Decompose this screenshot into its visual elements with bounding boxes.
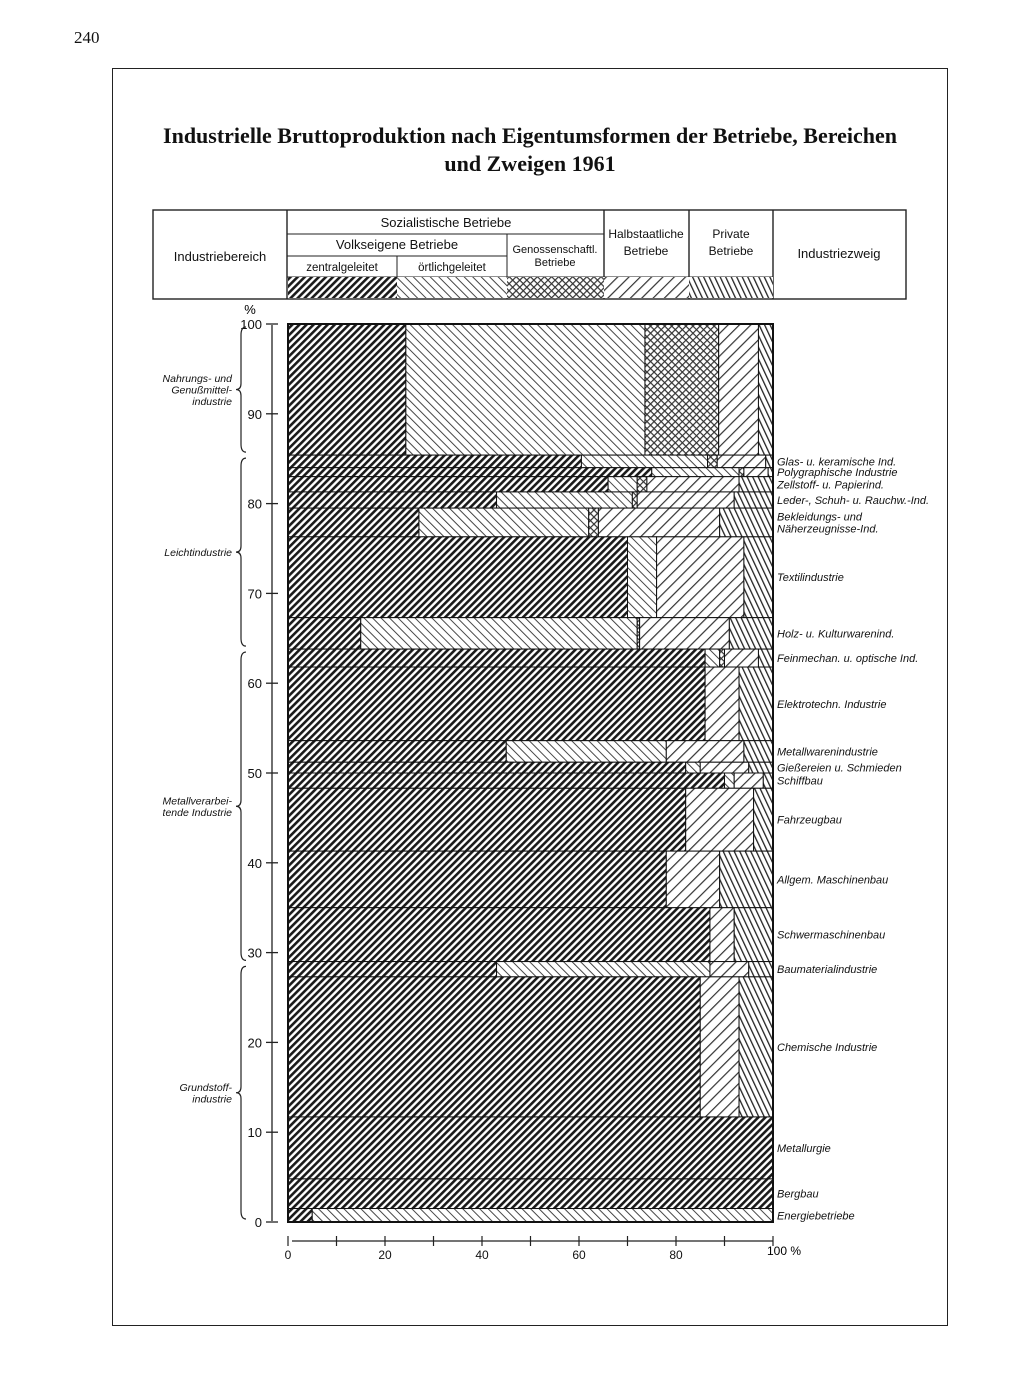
bar-segment-0-2: [645, 324, 719, 455]
legend-swatch-zentral: [288, 277, 397, 298]
group-label-1-0: Leichtindustrie: [164, 547, 232, 560]
legend-genossenschaft-2: Betriebe: [534, 257, 576, 269]
bar-segment-12-1: [725, 773, 735, 788]
bar-segment-3-4: [739, 477, 773, 492]
group-brace-0: [236, 327, 246, 452]
bar-segment-4-4: [734, 492, 773, 508]
bar-segment-5-3: [598, 508, 719, 537]
group-label-3-0: Grundstoff-: [179, 1081, 232, 1094]
bar-segment-0-0: [288, 324, 406, 455]
legend-volkseigene: Volkseigene Betriebe: [335, 237, 459, 252]
legend-privat-2: Betriebe: [708, 244, 754, 258]
x-tick-label-0: 0: [284, 1248, 292, 1262]
group-label-2-0: Metallverarbei-: [162, 795, 232, 808]
bar-segment-16-3: [710, 962, 749, 977]
legend-oertlich: örtlichgeleitet: [418, 262, 486, 274]
x-tick-label-60: 60: [572, 1248, 586, 1262]
x-tick-label-40: 40: [475, 1248, 489, 1262]
legend-swatch-oertlich: [397, 277, 507, 298]
group-label-0-2: industrie: [192, 396, 232, 409]
bar-segment-1-0: [288, 455, 581, 468]
bar-segment-3-3: [647, 477, 739, 492]
bar-segment-17-0: [288, 977, 700, 1117]
bar-segment-4-1: [497, 492, 633, 508]
category-label-5: Bekleidungs- und: [777, 511, 863, 524]
legend-industriezweig: Industriezweig: [797, 246, 881, 261]
category-label-3: Zellstoff- u. Papierind.: [777, 479, 884, 492]
category-label-17: Chemische Industrie: [777, 1041, 878, 1054]
bar-segment-4-0: [288, 492, 497, 508]
bar-segment-18-0: [288, 1117, 773, 1179]
bar-segment-15-0: [288, 908, 710, 962]
bar-segment-17-4: [739, 977, 773, 1117]
bar-segment-5-0: [288, 508, 419, 537]
bar-segment-17-3: [700, 977, 739, 1117]
bar-layer: [288, 324, 773, 1222]
group-brace-3: [236, 966, 246, 1219]
category-label-12: Schiffbau: [777, 775, 823, 788]
y-tick-label-60: 60: [247, 676, 262, 692]
bar-segment-2-2: [739, 468, 744, 477]
bar-segment-5-2: [589, 508, 599, 537]
category-label-5-1: Näherzeugnisse-Ind.: [777, 523, 879, 536]
category-label-6: Textilindustrie: [777, 572, 844, 585]
bar-segment-10-4: [744, 741, 773, 763]
bar-segment-16-0: [288, 962, 497, 977]
bar-segment-4-3: [637, 492, 734, 508]
bar-segment-20-0: [288, 1209, 312, 1222]
bar-segment-13-0: [288, 788, 686, 851]
y-axis: [244, 302, 272, 1221]
category-label-16: Baumaterialindustrie: [777, 964, 878, 977]
bar-segment-1-4: [766, 455, 773, 468]
legend-halbstaatlich-2: Betriebe: [623, 244, 669, 258]
x-tick-label-80: 80: [669, 1248, 683, 1262]
legend-industriebereich: Industriebereich: [173, 249, 267, 264]
bar-segment-11-0: [288, 762, 686, 773]
bar-segment-14-0: [288, 851, 666, 908]
bar-segment-9-0: [288, 667, 705, 741]
y-tick-label-20: 20: [247, 1035, 262, 1051]
legend-privat-1: Private: [712, 227, 750, 241]
bar-segment-13-3: [686, 788, 754, 851]
category-label-8: Feinmechan. u. optische Ind.: [777, 653, 919, 666]
bar-segment-8-2: [720, 649, 725, 667]
bar-segment-7-0: [288, 618, 361, 649]
category-label-7: Holz- u. Kulturwarenind.: [777, 628, 895, 641]
bar-segment-7-3: [640, 618, 730, 649]
y-tick-label-100: 100: [240, 317, 262, 332]
bar-segment-11-3: [700, 762, 749, 773]
bar-segment-4-2: [632, 492, 637, 508]
bar-segment-8-1: [705, 649, 720, 667]
bar-segment-2-3: [744, 468, 768, 477]
bar-segment-5-4: [720, 508, 773, 537]
x-unit-label: 100 %: [766, 1244, 802, 1258]
category-label-9: Elektrotechn. Industrie: [777, 698, 887, 711]
bar-segment-5-1: [419, 508, 589, 537]
bar-segment-3-2: [637, 477, 647, 492]
y-tick-label-50: 50: [247, 766, 262, 781]
title-line-2: und Zweigen 1961: [444, 151, 616, 176]
bar-segment-19-0: [288, 1179, 773, 1209]
legend-swatch-genossenschaft: [507, 277, 604, 298]
y-tick-label-0: 0: [254, 1215, 262, 1230]
bar-segment-16-1: [497, 962, 710, 977]
y-tick-label-30: 30: [247, 945, 262, 961]
bar-segment-6-0: [288, 537, 628, 618]
category-label-11: Gießereien u. Schmieden: [777, 762, 902, 775]
category-label-10: Metallwarenindustrie: [777, 746, 878, 759]
bar-segment-2-1: [652, 468, 739, 477]
bar-segment-15-3: [710, 908, 734, 962]
category-label-20: Energiebetriebe: [777, 1210, 855, 1223]
bar-segment-6-3: [657, 537, 744, 618]
bar-segment-3-0: [288, 477, 608, 492]
y-tick-label-40: 40: [247, 855, 262, 871]
legend-swatch-privat: [689, 277, 773, 298]
group-label-3-1: industrie: [192, 1093, 232, 1106]
bar-segment-6-1: [628, 537, 657, 618]
legend-sozialistische: Sozialistische Betriebe: [380, 215, 512, 230]
bar-segment-8-0: [288, 649, 705, 667]
bar-segment-1-2: [708, 455, 718, 468]
legend-halbstaatlich-1: Halbstaatliche: [608, 227, 684, 241]
legend-genossenschaft-1: Genossenschaftl.: [512, 244, 598, 256]
category-label-13: Fahrzeugbau: [777, 814, 842, 827]
group-label-0-1: Genußmittel-: [171, 384, 232, 397]
x-tick-label-20: 20: [378, 1248, 392, 1262]
y-tick-label-70: 70: [247, 586, 262, 602]
bar-segment-15-4: [734, 908, 773, 962]
y-unit-label: %: [244, 302, 256, 317]
group-labels: [163, 327, 246, 1219]
bar-segment-12-4: [763, 773, 773, 788]
bar-segment-1-1: [581, 455, 707, 468]
bar-segment-10-0: [288, 741, 506, 763]
bar-segment-6-4: [744, 537, 773, 618]
bar-segment-12-3: [734, 773, 763, 788]
legend-zentral: zentralgeleitet: [306, 262, 378, 274]
y-tick-label-10: 10: [247, 1125, 262, 1141]
group-label-0-0: Nahrungs- und: [162, 373, 232, 386]
bar-segment-0-4: [758, 324, 773, 455]
bar-segment-7-1: [361, 618, 637, 649]
page-number: 240: [74, 28, 100, 47]
bar-segment-0-1: [406, 324, 645, 455]
bar-segment-3-1: [608, 477, 637, 492]
bar-segment-8-3: [725, 649, 759, 667]
bar-segment-14-4: [720, 851, 773, 908]
bar-segment-9-4: [739, 667, 773, 741]
bar-segment-11-4: [749, 762, 773, 773]
bar-segment-14-3: [666, 851, 719, 908]
bar-segment-16-4: [749, 962, 773, 977]
group-label-2-1: tende Industrie: [162, 806, 232, 819]
category-label-19: Bergbau: [777, 1188, 819, 1201]
bar-segment-8-4: [758, 649, 773, 667]
bar-segment-13-4: [754, 788, 773, 851]
category-labels: [776, 456, 929, 1222]
group-brace-2: [236, 652, 246, 960]
category-label-2: Polygraphische Industrie: [777, 467, 898, 480]
y-tick-label-80: 80: [247, 496, 262, 512]
category-label-4: Leder-, Schuh- u. Rauchw.-Ind.: [777, 495, 930, 508]
category-label-1: Glas- u. keramische Ind.: [777, 456, 897, 469]
bar-segment-10-1: [506, 741, 666, 763]
bar-segment-7-4: [729, 618, 773, 649]
bar-segment-0-3: [719, 324, 759, 455]
category-label-18: Metallurgie: [777, 1142, 831, 1155]
bar-segment-2-0: [288, 468, 652, 477]
bar-segment-1-3: [717, 455, 766, 468]
category-label-15: Schwermaschinenbau: [777, 929, 886, 942]
y-tick-label-90: 90: [247, 406, 262, 422]
bar-segment-20-1: [312, 1209, 773, 1222]
group-brace-1: [236, 458, 246, 646]
bar-segment-11-1: [686, 762, 701, 773]
category-label-14: Allgem. Maschinenbau: [777, 874, 889, 887]
title-line-1: Industrielle Bruttoproduktion nach Eigentumsformen der Betriebe, Bereichen: [163, 123, 897, 148]
x-ticks: [285, 1236, 773, 1262]
bar-segment-12-0: [288, 773, 725, 788]
bar-segment-10-3: [666, 741, 744, 763]
legend-swatch-halbstaatlich: [604, 277, 689, 298]
bar-segment-9-3: [705, 667, 739, 741]
